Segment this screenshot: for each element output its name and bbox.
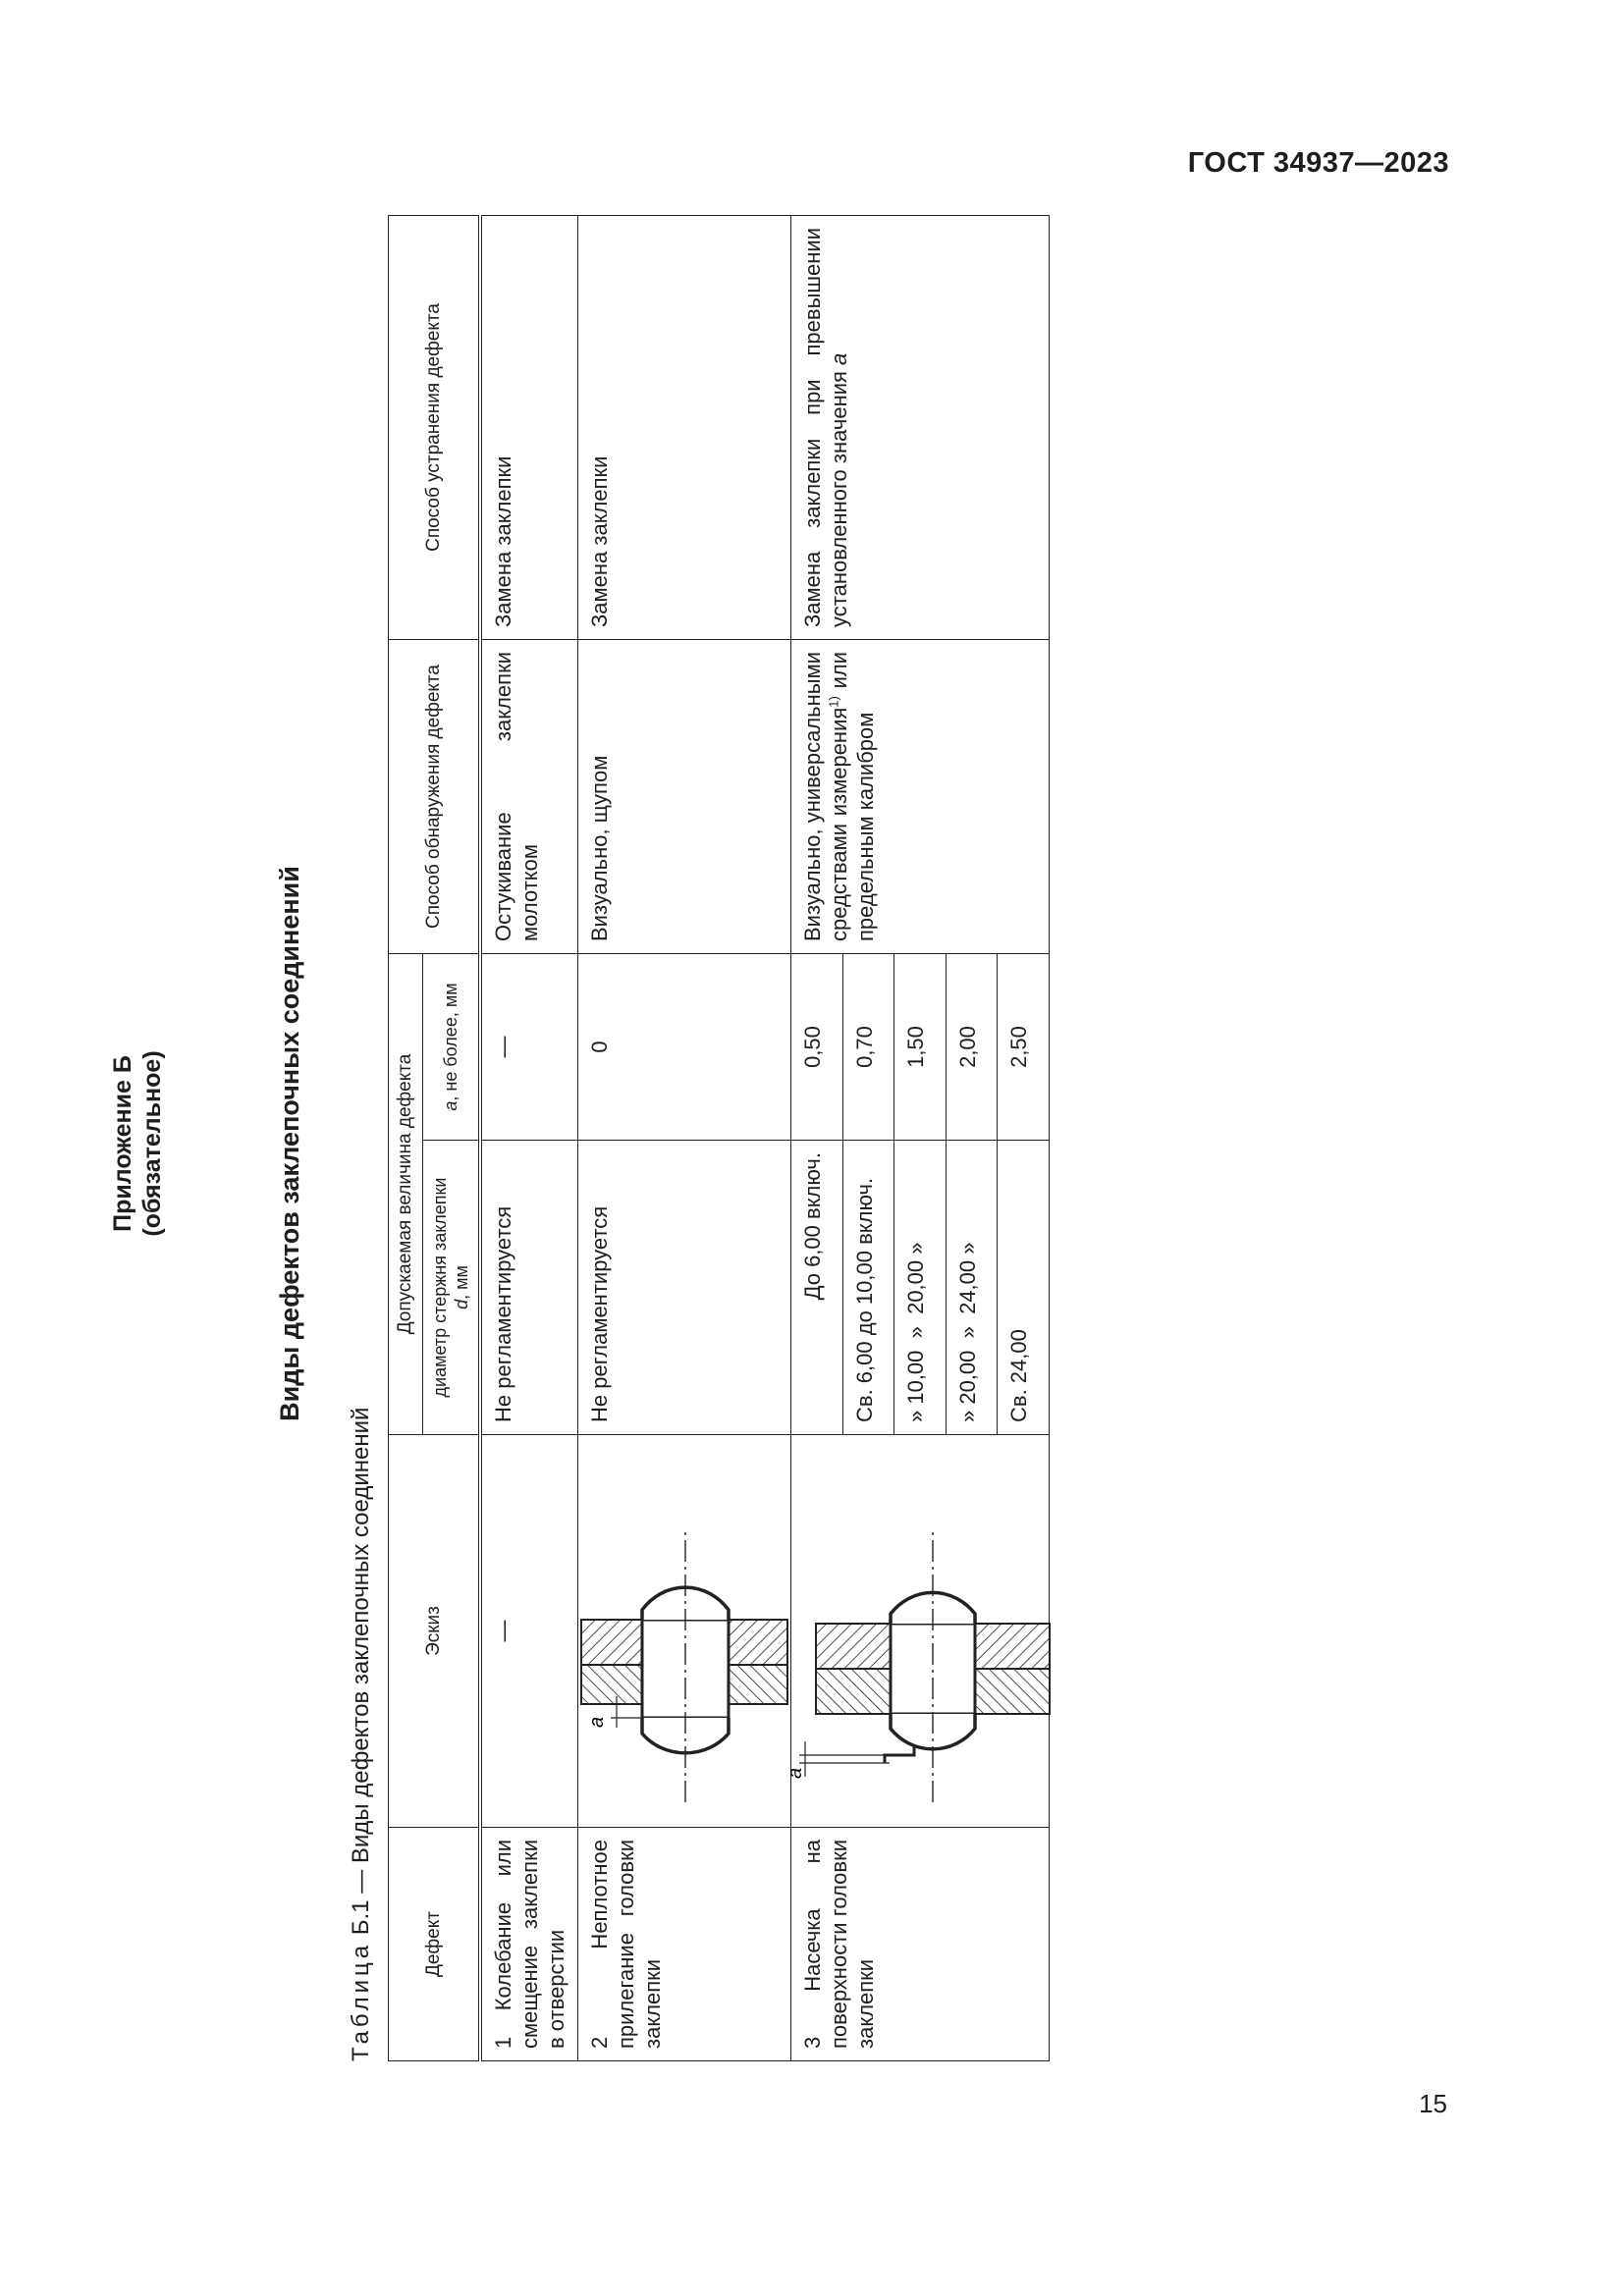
header-a-max <box>423 954 481 1141</box>
section-title: Виды дефектов заклепочных соединений <box>275 866 304 1421</box>
row3-detection <box>791 640 1050 954</box>
row3-defect: 3 Насечка на поверхности головки заклепки <box>791 1828 1050 2061</box>
row2-elimination: Замена заклепки <box>578 216 791 640</box>
row3-detection-tail: или предельным калибром <box>827 652 878 941</box>
row3-a-1: 0,50 <box>791 954 843 1141</box>
row3-diameter-2: Св. 6,00 до 10,00 включ. <box>842 1141 894 1435</box>
row2-defect: 2 Неплотное прилегание головки заклепки <box>578 1828 791 2061</box>
defects-table <box>388 215 1050 2061</box>
header-a-text: , не более, мм <box>441 983 460 1101</box>
header-row-1 <box>389 216 423 2061</box>
header-defect: Дефект <box>389 1828 481 2061</box>
row1-defect: 1 Колебание или смещение заклепки в отверстии <box>480 1828 578 2061</box>
row3-a-2: 0,70 <box>842 954 894 1141</box>
row1-a: — <box>480 954 578 1141</box>
header-detection: Способ обнаружения дефекта <box>389 640 481 954</box>
row1-detection: Остукивание заклепки молотком <box>480 640 578 954</box>
row3-detection-footnote: 1) <box>826 696 841 708</box>
rotated-table-block <box>108 216 1365 2071</box>
row1-elimination: Замена заклепки <box>480 216 578 640</box>
table-caption <box>348 1408 375 2061</box>
row2-sketch <box>578 1435 791 1828</box>
row3-a-5: 2,50 <box>998 954 1050 1141</box>
row3-diameter-4: » 20,00 » 24,00 » <box>946 1141 998 1435</box>
header-elimination: Способ устранения дефекта <box>389 216 481 640</box>
row3-sketch <box>785 1435 1050 1828</box>
row2-diameter: Не регламентируется <box>578 1141 791 1435</box>
row2-detection: Визуально, щупом <box>578 640 791 954</box>
row3-elimination-main: Замена заклепки при превышении установленного значения <box>800 228 851 627</box>
row3-a-4: 2,00 <box>946 954 998 1141</box>
row3-elimination-symbol: a <box>827 352 851 365</box>
table-caption-prefix: Таблица <box>348 1941 374 2061</box>
annex-status: (обязательное) <box>138 1050 166 1237</box>
row1-diameter: Не регламентируется <box>480 1141 578 1435</box>
header-diameter-text: диаметр стержня заклепки <box>430 1177 450 1398</box>
row2-sketch-label: a <box>586 1717 608 1729</box>
header-diameter <box>423 1141 481 1435</box>
header-diameter-unit: , мм <box>452 1265 471 1300</box>
annex-heading <box>108 216 167 2071</box>
annex-title: Приложение Б <box>109 1055 136 1232</box>
header-diameter-symbol: d <box>452 1299 471 1309</box>
row1-sketch: — <box>480 1435 578 1828</box>
row3-a-3: 1,50 <box>894 954 947 1141</box>
row3-sketch-label: a <box>785 1768 806 1780</box>
row3-diameter-5: Св. 24,00 <box>998 1141 1050 1435</box>
row2-a: 0 <box>578 954 791 1141</box>
header-allowed-size: Допускаемая величина дефекта <box>389 954 423 1435</box>
rivet-gap-sketch-icon <box>581 1440 787 1823</box>
header-a-symbol: a <box>441 1100 460 1111</box>
row3-elimination <box>791 216 1050 640</box>
rivet-notch-sketch-icon <box>785 1440 1049 1823</box>
header-sketch: Эскиз <box>389 1435 481 1828</box>
table-row <box>480 216 578 2061</box>
table-caption-text: Б.1 — Виды дефектов заклепочных соединений <box>348 1407 374 1936</box>
page-number: 15 <box>1419 2089 1447 2118</box>
standard-code: ГОСТ 34937—2023 <box>1187 147 1449 179</box>
row3-diameter-3: » 10,00 » 20,00 » <box>894 1141 947 1435</box>
table-row <box>578 216 791 2061</box>
table-row <box>791 216 843 2061</box>
row3-diameter-1: До 6,00 включ. <box>791 1141 843 1435</box>
row3-detection-main: Визуально, универсальными средствами измерения <box>800 652 851 941</box>
